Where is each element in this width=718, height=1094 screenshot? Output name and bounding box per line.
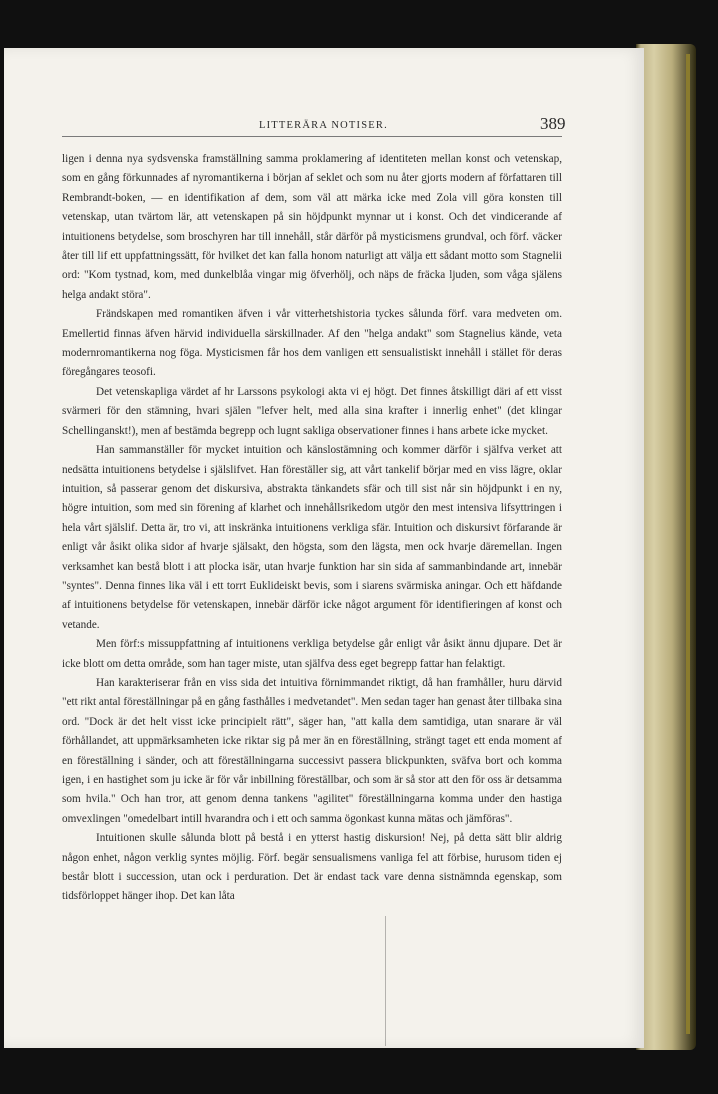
book-page [4,48,644,1048]
paragraph: Intuitionen skulle sålunda blott på bestå i en ytterst hastig diskursion! Nej, på detta sätt blir aldrig någon enhet, någon verklig syntes möjlig. Förf. begär sensualismens vanliga fel att förbise, hurusom tiden ej består blott i succession, utan ock i perduration. Det är endast tack vare denna sistnämnda egenskap, som tidsförloppet hänger ihop. Det kan låta [62,832,562,903]
paragraph: Men förf:s missuppfattning af intuitionens verkliga betydelse går enligt vår åsikt ännu djupare. Det är icke blott om detta område, som han tager miste, utan själfva dess eget begrepp fattar han felaktigt. [62,638,562,670]
running-title: LITTERÄRA NOTISER. [259,120,388,131]
paragraph: Han karakteriserar från en viss sida det intuitiva förnimmandet riktigt, då han framhåller, huru därvid "ett rikt antal föreställningar på en gång fasthålles i medvetandet". Men sedan tager han genast åter tillbaka sina ord. "Dock är det helt visst icke principielt rätt", säger han, "att kalla dem samtidiga, utan snarare är väl förhållandet, att uppmärksamheten icke riktar sig på mer än en föreställning, strängt taget ett enda moment af en föreställning i sänder, och att föreställningarna successivt passera blickpunkten, sväfva bort och komma igen, i en hastighet som ju icke är för vår inbillning föreställbar, och som är så stor att den för oss är detsamma som hvila." Och han tror, att genom denna tankens "agilitet" föreställningarna komma under den hastiga omvexlingen "omedelbart intill hvarandra och i ett och samma ögonkast kunna mätas och jämföras". [62,676,562,825]
paragraph: Frändskapen med romantiken äfven i vår vitterhetshistoria tyckes sålunda förf. vara medveten om. Emellertid finnas äfven härvid individuella särskillnader. Af den "helga andakt" som Stagnelius kände, veta modernromantikerna nog föga. Mysticismen får hos dem vanligen ett sensualistiskt innehåll i stället för deras föregångares teosofi. [62,308,562,379]
header-rule [62,136,562,137]
paragraph: ligen i denna nya sydsvenska framställning samma proklamering af identiteten mellan konst och vetenskap, som en gång förkunnades af nyromantikerna i början af seklet och som nu åter gjorts modern af författaren till Rembrandt-boken, — en identifikation af dem, som väl att märka icke med Zola vill göra konsten till vetenskap, utan tvärtom lär, att vetenskapen på sin höjdpunkt mynnar ut i konst. Och det vindicerande af intuitionens betydelse, som broschyren har till innehåll, står därför på mysticismens grundval, och förf. väcker åter till lif ett uppfattningssätt, för hvilket det kan falla honom naturligt att välja ett sådant motto som Stagnelii ord: "Kom tystnad, kom, med dunkelblåa vingar mig öfverhölj, och näps de fräcka ljuden, som våga själens helga andakt störa". [62,153,562,301]
book-page-edges [636,44,696,1050]
paragraph: Han sammanställer för mycket intuition och känslostämning och kommer därför i själfva verket att nedsätta intuitionens betydelse i själslifvet. Han föreställer sig, att vårt tankelif börjar med en viss lägre, oklar intuition, så passerar genom det diskursiva, abstrakta tänkandets sfär och till sist når sin höjdpunkt i en ny, högre intuition, som med sin förening af klarhet och innehållsrikedom utgör den mest intensiva lifsyttringen i hela vårt själslif. Detta är, tro vi, att inskränka intuitionens verkliga sfär. Intuition och diskursivt förfarande är enligt vår åsikt olika sidor af hvarje själsakt, den högsta, som den lägsta, men ock hvarje däremellan. Ingen verksamhet kan bestå blott i att plocka isär, utan hvarje funktion har sin sida af sammanbindande art, innebär "syntes". Denna finnes lika väl i ett torrt Euklideiskt bevis, som i siarens svärmiska aningar. Och ett häfdande af intuitionens betydelse för vetenskapen, innebär därför icke något argument för identifieringen af konst och vetande. [62,444,562,631]
body-text [62,150,562,907]
page-crease [385,916,386,1046]
paragraph: Det vetenskapliga värdet af hr Larssons psykologi akta vi ej högt. Det finnes åtskilligt däri af ett visst svärmeri för den stämning, hvari själen "lefver helt, med alla sina krafter i innerlig enhet" (det klingar Schellinganskt!), men af bestämda begrepp och lugnt sakliga observationer finnes i hans arbete icke mycket. [62,385,562,437]
page-number: 389 [540,114,566,133]
